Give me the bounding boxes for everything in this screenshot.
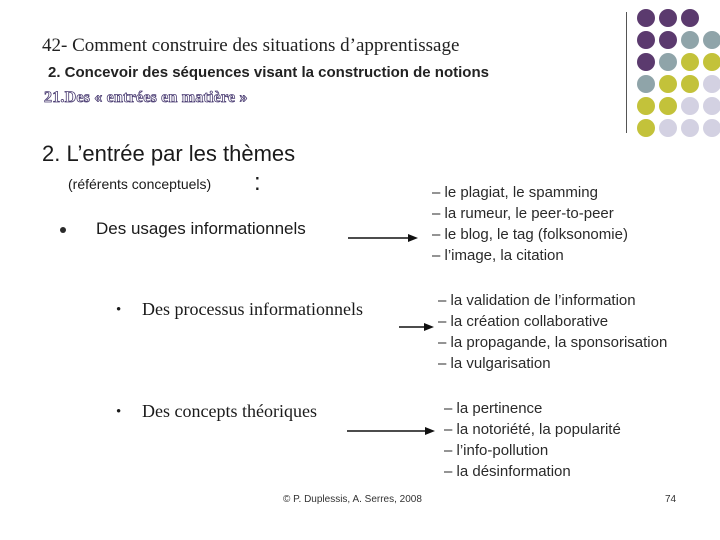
decorative-dot [681,9,699,27]
decorative-dot-grid [636,8,720,148]
detail-line: – la pertinence [444,400,543,417]
decorative-dot [659,9,677,27]
decorative-dot [681,75,699,93]
item-processus-details [438,290,667,374]
slide-subtitle: 2. Concevoir des séquences visant la construction de notions [48,64,489,81]
item-processus-label: Des processus informationnels [142,299,363,319]
section-title: 21.Des « entrées en matière » [44,89,248,106]
slide-title: 42- Comment construire des situations d’apprentissage [42,35,460,56]
decorative-dot [637,31,655,49]
item-concepts-details [444,398,621,482]
decorative-dot [637,97,655,115]
bullet-dot-icon: • [116,404,122,420]
decorative-dot [659,97,677,115]
decorative-dot [637,53,655,71]
decorative-dot [637,75,655,93]
detail-line: – la validation de l’information [438,292,636,309]
detail-line: – la propagande, la sponsorisation [438,334,668,351]
decorative-dot [703,53,720,71]
subheading: (référents conceptuels) [68,176,212,192]
detail-line: – la notoriété, la popularité [444,421,621,438]
decorative-dot [681,97,699,115]
decorative-dot [659,75,677,93]
item-usages-label: Des usages informationnels [96,219,306,238]
decorative-dot [703,75,720,93]
divider-line [626,12,627,133]
bullet-icon [60,227,66,233]
detail-line: – l’image, la citation [432,247,564,264]
detail-line: – la création collaborative [438,313,609,330]
footer-credit: © P. Duplessis, A. Serres, 2008 [283,494,422,505]
decorative-dot [703,119,720,137]
decorative-dot [637,9,655,27]
decorative-dot [659,53,677,71]
arrow-icon [347,426,435,436]
decorative-dot [659,31,677,49]
decorative-dot [681,31,699,49]
decorative-dot [659,119,677,137]
arrow-icon [348,233,418,243]
page-number: 74 [665,494,677,505]
decorative-dot [703,97,720,115]
arrow-icon [399,322,434,332]
decorative-dot [681,53,699,71]
decorative-dot [703,31,720,49]
detail-line: – l’info-pollution [444,442,549,459]
subheading-colon: : [254,169,261,196]
item-concepts-label: Des concepts théoriques [142,401,317,421]
detail-line: – la rumeur, le peer-to-peer [432,205,614,222]
detail-line: – le plagiat, le spamming [432,184,598,201]
item-usages-details [432,182,628,266]
decorative-dot [637,119,655,137]
decorative-dot [681,119,699,137]
detail-line: – la vulgarisation [438,355,551,372]
main-heading: 2. L’entrée par les thèmes [42,141,296,166]
detail-line: – la désinformation [444,463,571,480]
detail-line: – le blog, le tag (folksonomie) [432,226,628,243]
bullet-dot-icon: • [116,302,122,318]
